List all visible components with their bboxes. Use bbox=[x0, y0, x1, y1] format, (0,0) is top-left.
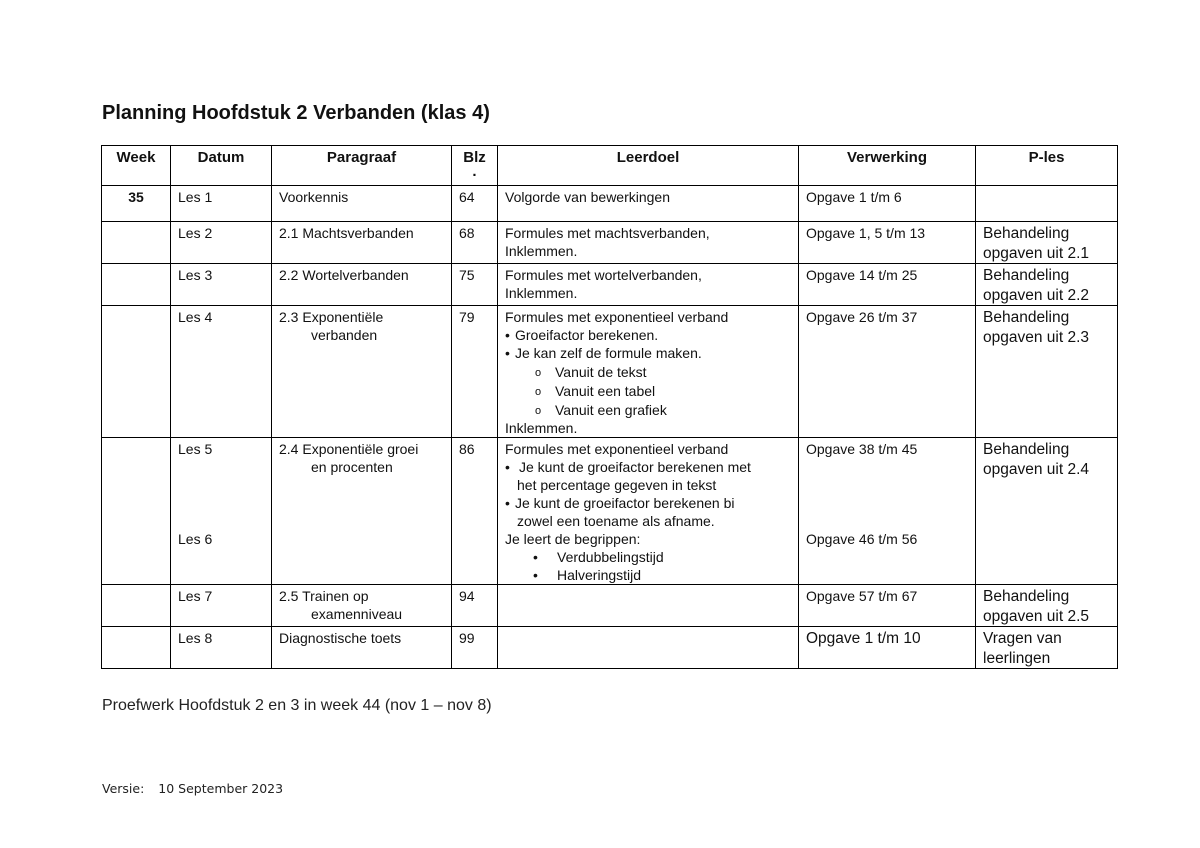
verwerking-cell: Opgave 1 t/m 6 bbox=[799, 186, 976, 222]
ples-line: opgaven uit 2.3 bbox=[983, 328, 1090, 346]
datum-cell: Les 1 bbox=[171, 186, 272, 222]
paragraaf-line: examenniveau bbox=[311, 606, 403, 622]
bullet-icon: • bbox=[505, 495, 510, 511]
table-row bbox=[102, 306, 1118, 438]
page-title: Planning Hoofdstuk 2 Verbanden (klas 4) bbox=[102, 102, 490, 124]
datum-line: Les 6 bbox=[178, 531, 213, 547]
paragraaf-cell bbox=[272, 438, 452, 585]
leerdoel-line: Inklemmen. bbox=[505, 243, 578, 259]
week-cell bbox=[102, 585, 171, 627]
ples-cell bbox=[976, 186, 1118, 222]
header-week: Week bbox=[102, 146, 171, 186]
blz-cell: 86 bbox=[452, 438, 498, 585]
header-verwerking: Verwerking bbox=[799, 146, 976, 186]
paragraaf-line: 2.5 Trainen op bbox=[279, 588, 369, 604]
table-row bbox=[102, 222, 1118, 264]
ples-cell bbox=[976, 627, 1118, 669]
list-item-text: Verdubbelingstijd bbox=[557, 549, 664, 565]
paragraaf-cell: 2.2 Wortelverbanden bbox=[272, 264, 452, 306]
bullet-icon: • bbox=[533, 549, 538, 565]
table-row bbox=[102, 438, 1118, 585]
paragraaf-cell bbox=[272, 306, 452, 438]
list-item-continuation: zowel een toename als afname. bbox=[517, 513, 715, 529]
leerdoel-line: Formules met exponentieel verband bbox=[505, 441, 729, 457]
table-row bbox=[102, 627, 1118, 669]
blz-cell: 75 bbox=[452, 264, 498, 306]
verwerking-cell: Opgave 26 t/m 37 bbox=[799, 306, 976, 438]
version-label: Versie: bbox=[102, 781, 145, 796]
week-cell bbox=[102, 222, 171, 264]
list-item-text: Je kunt de groeifactor berekenen met bbox=[519, 459, 751, 475]
ples-line: Vragen van bbox=[983, 630, 1062, 647]
verwerking-cell: Opgave 57 t/m 67 bbox=[799, 585, 976, 627]
list-item bbox=[505, 458, 791, 476]
list-item bbox=[505, 494, 791, 512]
datum-line: Les 5 bbox=[178, 441, 213, 457]
list-item-text: Je kan zelf de formule maken. bbox=[515, 345, 702, 361]
ples-line: opgaven uit 2.5 bbox=[983, 607, 1090, 625]
list-item-text: Groeifactor berekenen. bbox=[515, 327, 659, 343]
sub-list-item bbox=[505, 363, 791, 381]
exam-note: Proefwerk Hoofdstuk 2 en 3 in week 44 (nov 1 – nov 8) bbox=[102, 697, 492, 714]
leerdoel-cell bbox=[498, 264, 799, 306]
sub-list-item bbox=[505, 566, 791, 584]
ples-cell bbox=[976, 222, 1118, 264]
blz-cell: 94 bbox=[452, 585, 498, 627]
ples-line: Behandeling bbox=[983, 309, 1070, 326]
paragraaf-line: en procenten bbox=[311, 459, 393, 475]
leerdoel-cell: Volgorde van bewerkingen bbox=[498, 186, 799, 222]
ples-cell bbox=[976, 264, 1118, 306]
week-cell bbox=[102, 306, 171, 438]
header-datum: Datum bbox=[171, 146, 272, 186]
header-blz bbox=[452, 146, 498, 186]
blz-cell: 99 bbox=[452, 627, 498, 669]
list-item-text: Vanuit de tekst bbox=[555, 364, 647, 380]
sub-list-item bbox=[505, 548, 791, 566]
leerdoel-cell bbox=[498, 222, 799, 264]
table-header-row bbox=[102, 146, 1118, 186]
sub-list-item bbox=[505, 401, 791, 419]
week-cell bbox=[102, 627, 171, 669]
ples-line: Behandeling bbox=[983, 225, 1070, 242]
ples-line: opgaven uit 2.4 bbox=[983, 460, 1090, 478]
table-row bbox=[102, 264, 1118, 306]
leerdoel-line: Inklemmen. bbox=[505, 420, 578, 436]
ples-line: opgaven uit 2.2 bbox=[983, 286, 1090, 304]
datum-cell: Les 7 bbox=[171, 585, 272, 627]
week-cell: 35 bbox=[102, 186, 171, 222]
leerdoel-line: Formules met machtsverbanden, bbox=[505, 225, 710, 241]
list-item-text: Vanuit een grafiek bbox=[555, 402, 667, 418]
paragraaf-cell: 2.1 Machtsverbanden bbox=[272, 222, 452, 264]
bullet-icon: • bbox=[533, 567, 538, 583]
version-date: 10 September 2023 bbox=[158, 781, 284, 796]
blz-cell: 64 bbox=[452, 186, 498, 222]
version-line bbox=[102, 781, 283, 796]
ples-cell bbox=[976, 585, 1118, 627]
datum-cell: Les 8 bbox=[171, 627, 272, 669]
ples-line: Behandeling bbox=[983, 441, 1070, 458]
ples-line: Behandeling bbox=[983, 588, 1070, 605]
leerdoel-line: Formules met exponentieel verband bbox=[505, 309, 729, 325]
leerdoel-cell bbox=[498, 306, 799, 438]
verwerking-cell: Opgave 1, 5 t/m 13 bbox=[799, 222, 976, 264]
paragraaf-line: 2.4 Exponentiële groei bbox=[279, 441, 419, 457]
sub-list-item bbox=[505, 382, 791, 400]
datum-cell: Les 2 bbox=[171, 222, 272, 264]
bullet-icon: • bbox=[505, 459, 510, 475]
list-item bbox=[505, 344, 791, 362]
list-item-text: Je kunt de groeifactor berekenen bi bbox=[515, 495, 735, 511]
verwerking-line: Opgave 38 t/m 45 bbox=[806, 441, 918, 457]
circle-bullet-icon: o bbox=[535, 367, 542, 379]
paragraaf-line: 2.3 Exponentiële bbox=[279, 309, 384, 325]
bullet-icon: • bbox=[505, 345, 510, 361]
verwerking-line: Opgave 46 t/m 56 bbox=[806, 531, 918, 547]
header-leerdoel: Leerdoel bbox=[498, 146, 799, 186]
circle-bullet-icon: o bbox=[535, 386, 542, 398]
week-cell bbox=[102, 264, 171, 306]
ples-line: opgaven uit 2.1 bbox=[983, 244, 1090, 262]
verwerking-cell: Opgave 14 t/m 25 bbox=[799, 264, 976, 306]
leerdoel-line: Formules met wortelverbanden, bbox=[505, 267, 702, 283]
datum-cell: Les 4 bbox=[171, 306, 272, 438]
leerdoel-cell bbox=[498, 627, 799, 669]
list-item-text: Vanuit een tabel bbox=[555, 383, 656, 399]
table-row bbox=[102, 186, 1118, 222]
paragraaf-line: verbanden bbox=[311, 327, 378, 343]
ples-line: Behandeling bbox=[983, 267, 1070, 284]
datum-cell: Les 3 bbox=[171, 264, 272, 306]
paragraaf-cell: Voorkennis bbox=[272, 186, 452, 222]
planning-table bbox=[101, 145, 1118, 669]
verwerking-cell bbox=[799, 438, 976, 585]
list-item-continuation: het percentage gegeven in tekst bbox=[517, 477, 717, 493]
ples-cell bbox=[976, 438, 1118, 585]
week-cell bbox=[102, 438, 171, 585]
list-item bbox=[505, 326, 791, 344]
header-paragraaf: Paragraaf bbox=[272, 146, 452, 186]
bullet-icon: • bbox=[505, 327, 510, 343]
paragraaf-cell bbox=[272, 585, 452, 627]
header-blz-text: Blz bbox=[463, 149, 486, 166]
paragraaf-cell: Diagnostische toets bbox=[272, 627, 452, 669]
verwerking-cell: Opgave 1 t/m 10 bbox=[799, 627, 976, 669]
blz-cell: 79 bbox=[452, 306, 498, 438]
ples-cell bbox=[976, 306, 1118, 438]
header-blz-dot: . bbox=[472, 163, 477, 180]
table-row bbox=[102, 585, 1118, 627]
circle-bullet-icon: o bbox=[535, 405, 542, 417]
leerdoel-line: Inklemmen. bbox=[505, 285, 578, 301]
header-ples: P-les bbox=[976, 146, 1118, 186]
ples-line: leerlingen bbox=[983, 649, 1051, 667]
leerdoel-line: Je leert de begrippen: bbox=[505, 531, 641, 547]
leerdoel-cell bbox=[498, 585, 799, 627]
datum-cell bbox=[171, 438, 272, 585]
list-item-text: Halveringstijd bbox=[557, 567, 642, 583]
blz-cell: 68 bbox=[452, 222, 498, 264]
leerdoel-cell bbox=[498, 438, 799, 585]
